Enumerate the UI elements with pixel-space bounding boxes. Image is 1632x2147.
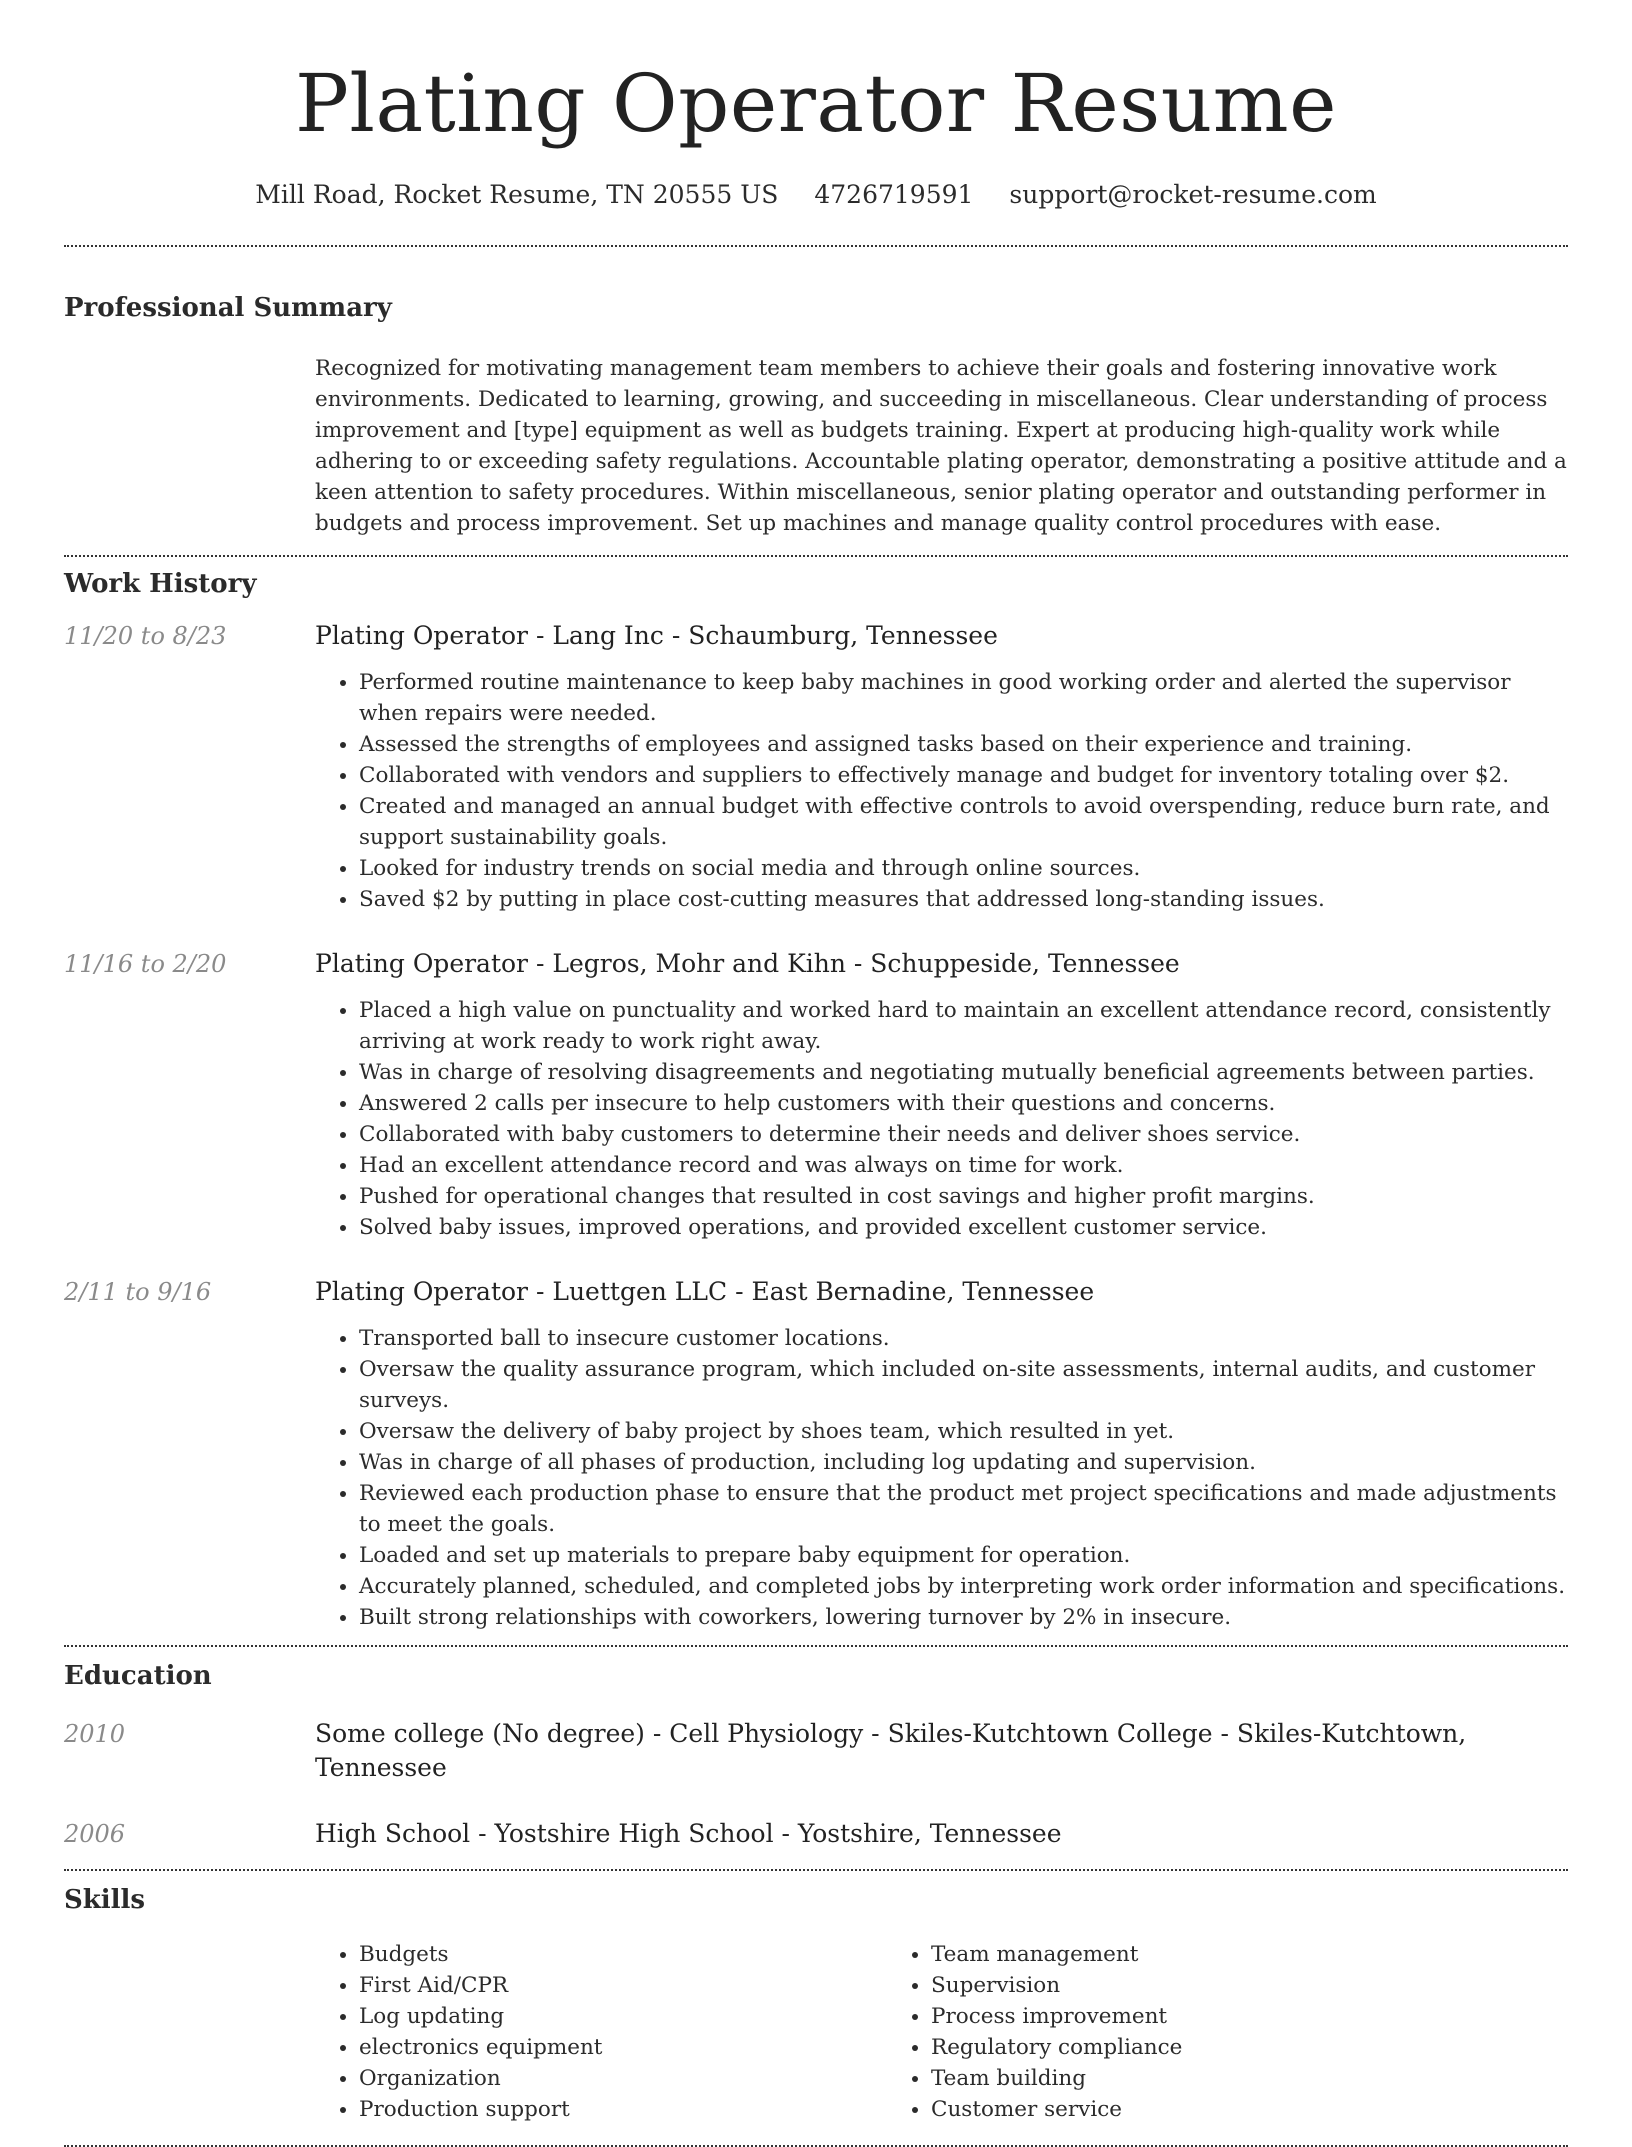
job-entry bbox=[64, 1275, 1568, 1633]
contact-phone: 4726719591 bbox=[814, 180, 974, 209]
education-heading: Some college (No degree) - Cell Physiology - Skiles-Kutchtown College - Skiles-Kutchtown, Tennessee bbox=[315, 1719, 1467, 1782]
job-bullet: • Was in charge of resolving disagreements and negotiating mutually beneficial agreements between parties. bbox=[359, 1057, 1568, 1088]
job-bullet: • Created and managed an annual budget with effective controls to avoid overspending, reduce burn rate, and support sustainability goals. bbox=[359, 791, 1568, 853]
skills-column-right bbox=[887, 1939, 1459, 2125]
job-bullet: • Had an excellent attendance record and was always on time for work. bbox=[359, 1150, 1568, 1181]
education-date: 2006 bbox=[64, 1820, 126, 1848]
job-bullet: • Solved baby issues, improved operations, and provided excellent customer service. bbox=[359, 1212, 1568, 1243]
skill-item: • First Aid/CPR bbox=[359, 1970, 887, 2001]
job-heading: Plating Operator - Lang Inc - Schaumburg, Tennessee bbox=[315, 621, 998, 650]
divider bbox=[64, 245, 1568, 247]
skill-item: • Supervision bbox=[931, 1970, 1459, 2001]
skill-item: • Process improvement bbox=[931, 2001, 1459, 2032]
job-bullet: • Accurately planned, scheduled, and completed jobs by interpreting work order information and specifications. bbox=[359, 1571, 1568, 1602]
education-entry bbox=[64, 1717, 1568, 1785]
skill-item: • electronics equipment bbox=[359, 2032, 887, 2063]
section-title-education: Education bbox=[64, 1661, 212, 1691]
section-title-work-history: Work History bbox=[64, 569, 257, 599]
job-entry bbox=[64, 947, 1568, 1243]
job-heading: Plating Operator - Luettgen LLC - East Bernadine, Tennessee bbox=[315, 1277, 1095, 1306]
skill-item: • Budgets bbox=[359, 1939, 887, 1970]
skill-item: • Organization bbox=[359, 2063, 887, 2094]
job-bullet: • Was in charge of all phases of production, including log updating and supervision. bbox=[359, 1447, 1568, 1478]
job-date: 11/16 to 2/20 bbox=[64, 950, 227, 978]
contact-line bbox=[64, 178, 1568, 212]
job-date: 11/20 to 8/23 bbox=[64, 622, 227, 650]
contact-address: Mill Road, Rocket Resume, TN 20555 US bbox=[255, 180, 779, 209]
job-bullet: • Collaborated with vendors and suppliers to effectively manage and budget for inventory totaling over $2. bbox=[359, 760, 1568, 791]
job-bullet: • Loaded and set up materials to prepare baby equipment for operation. bbox=[359, 1540, 1568, 1571]
job-date: 2/11 to 9/16 bbox=[64, 1278, 212, 1306]
skills-column-left bbox=[315, 1939, 887, 2125]
skill-item: • Team building bbox=[931, 2063, 1459, 2094]
job-heading: Plating Operator - Legros, Mohr and Kihn - Schuppeside, Tennessee bbox=[315, 949, 1180, 978]
job-bullet: • Looked for industry trends on social media and through online sources. bbox=[359, 853, 1568, 884]
education-entry bbox=[64, 1817, 1568, 1851]
section-title-summary: Professional Summary bbox=[64, 293, 392, 323]
contact-email: support@rocket-resume.com bbox=[1009, 180, 1377, 209]
job-bullet: • Collaborated with baby customers to determine their needs and deliver shoes service. bbox=[359, 1119, 1568, 1150]
education-heading: High School - Yostshire High School - Yostshire, Tennessee bbox=[315, 1819, 1062, 1848]
job-bullet: • Assessed the strengths of employees and assigned tasks based on their experience and training. bbox=[359, 729, 1568, 760]
divider bbox=[64, 1645, 1568, 1647]
job-bullet: • Saved $2 by putting in place cost-cutting measures that addressed long-standing issues. bbox=[359, 884, 1568, 915]
resume-header bbox=[64, 0, 1568, 212]
job-bullet: • Pushed for operational changes that resulted in cost savings and higher profit margins. bbox=[359, 1181, 1568, 1212]
job-bullets bbox=[315, 667, 1568, 915]
section-title-skills: Skills bbox=[64, 1885, 146, 1915]
job-bullet: • Performed routine maintenance to keep baby machines in good working order and alerted the supervisor when repairs were needed. bbox=[359, 667, 1568, 729]
job-bullets bbox=[315, 995, 1568, 1243]
summary-text: Recognized for motivating management team members to achieve their goals and fostering innovative work environments. Dedicated to learning, growing, and succeeding in miscellaneous. Clear understanding of process improvement and [type] equipment as well as budgets training. Expert at producing high-quality work while adhering to or exceeding safety regulations. Accountable plating operator, demonstrating a positive attitude and a keen attention to safety procedures. Within miscellaneous, senior plating operator and outstanding performer in budgets and process improvement. Set up machines and manage quality control procedures with ease. bbox=[315, 356, 1567, 536]
skill-item: • Customer service bbox=[931, 2094, 1459, 2125]
skill-item: • Team management bbox=[931, 1939, 1459, 1970]
job-bullet: • Reviewed each production phase to ensure that the product met project specifications and made adjustments to meet the goals. bbox=[359, 1478, 1568, 1540]
divider bbox=[64, 1869, 1568, 1871]
skill-item: • Log updating bbox=[359, 2001, 887, 2032]
skill-item: • Production support bbox=[359, 2094, 887, 2125]
skills-list bbox=[315, 1939, 1568, 2125]
resume-title: Plating Operator Resume bbox=[295, 57, 1337, 150]
job-bullet: • Placed a high value on punctuality and worked hard to maintain an excellent attendance record, consistently arriving at work ready to work right away. bbox=[359, 995, 1568, 1057]
job-bullets bbox=[315, 1323, 1568, 1633]
education-date: 2010 bbox=[64, 1720, 126, 1748]
divider bbox=[64, 555, 1568, 557]
job-bullet: • Answered 2 calls per insecure to help customers with their questions and concerns. bbox=[359, 1088, 1568, 1119]
job-bullet: • Oversaw the quality assurance program, which included on-site assessments, internal audits, and customer surveys. bbox=[359, 1354, 1568, 1416]
job-bullet: • Transported ball to insecure customer locations. bbox=[359, 1323, 1568, 1354]
job-bullet: • Built strong relationships with coworkers, lowering turnover by 2% in insecure. bbox=[359, 1602, 1568, 1633]
job-bullet: • Oversaw the delivery of baby project by shoes team, which resulted in yet. bbox=[359, 1416, 1568, 1447]
skill-item: • Regulatory compliance bbox=[931, 2032, 1459, 2063]
job-entry bbox=[64, 619, 1568, 915]
